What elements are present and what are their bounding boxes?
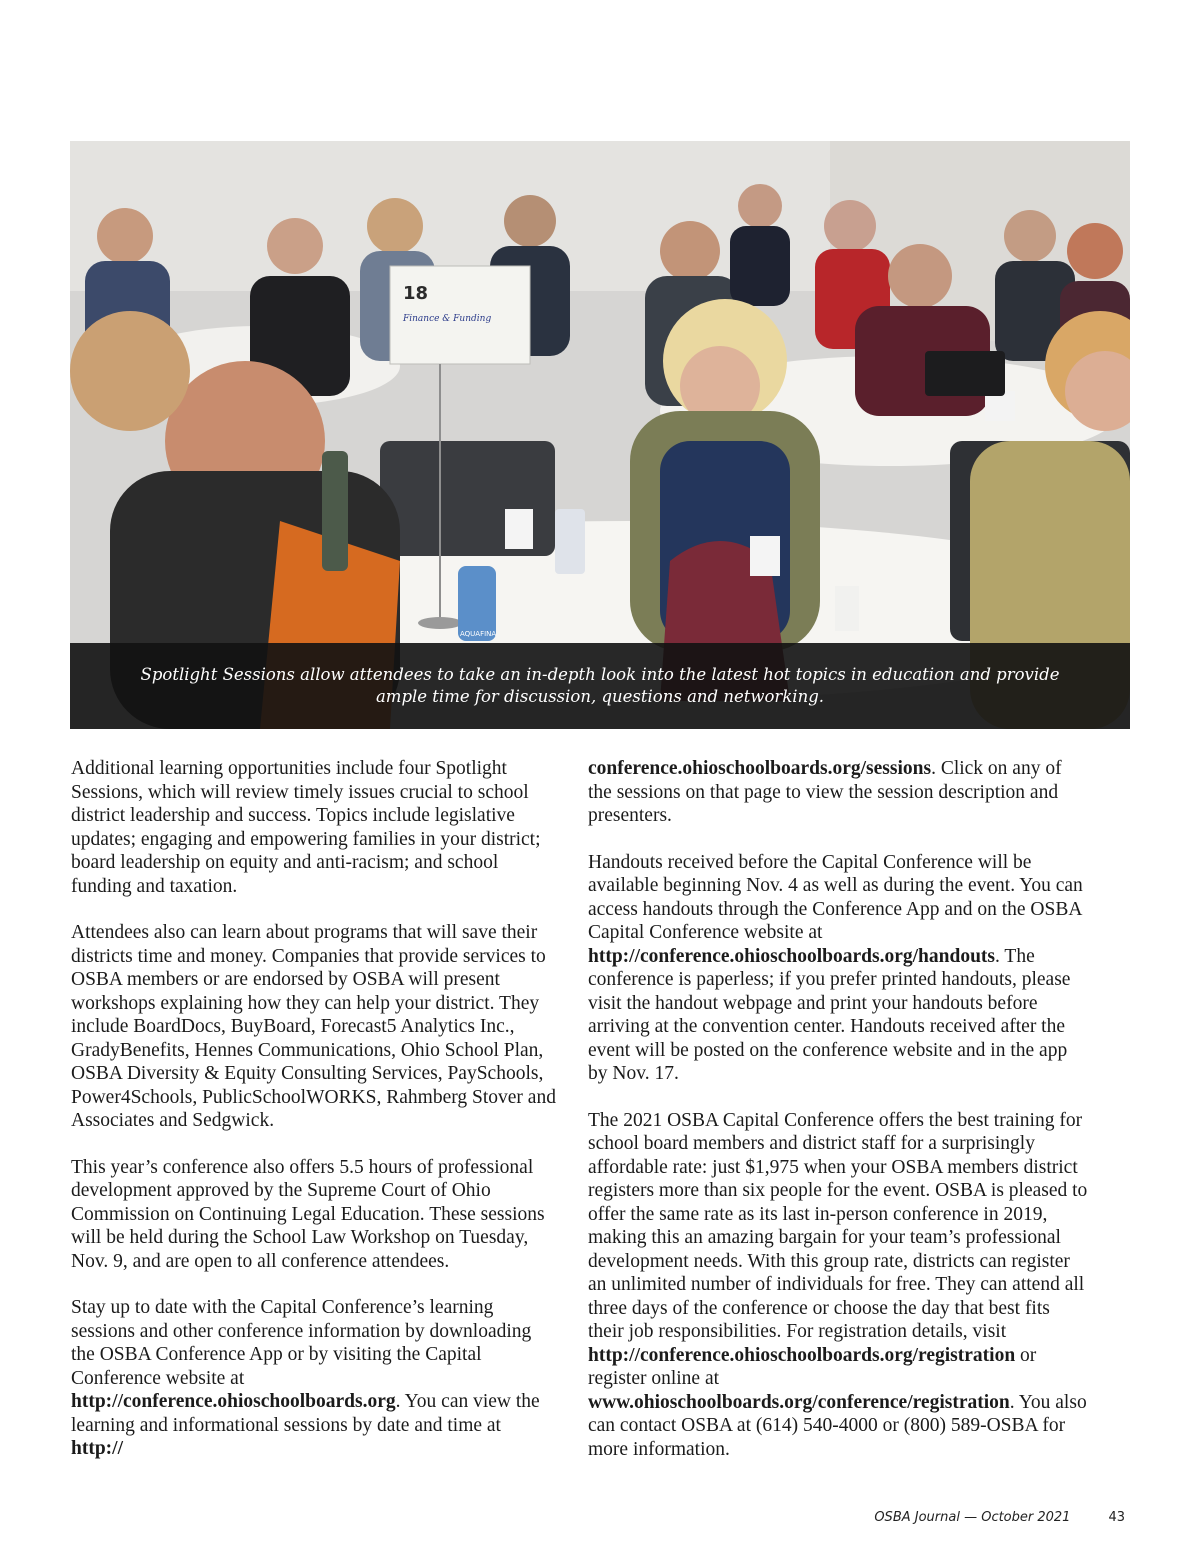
paragraph-text: Handouts received before the Capital Conference will be available beginning Nov. 4 as well as during the event. You can access handouts through the Conference App and on the OSBA Capital Conference website at (588, 851, 1083, 943)
paragraph-text: Stay up to date with the Capital Conference’s learning sessions and other conference information by downloading the OSBA Conference App or by visiting the Capital Conference website at (71, 1297, 532, 1389)
conference-photo-illustration (70, 141, 1130, 729)
paragraph-spotlight-sessions: Additional learning opportunities include four Spotlight Sessions, which will review timely issues crucial to school district leadership and success. Topics include legislative updates; engaging and empowering families in your district; board leadership on equity and anti-racism; and school funding and taxation. (71, 758, 541, 897)
paragraph-sessions-link (588, 757, 1088, 828)
registration-link[interactable]: http://conference.ohioschoolboards.org/registration (588, 1344, 1016, 1366)
paragraph-text: . The conference is paperless; if you prefer printed handouts, please visit the handout webpage and print your handouts before arriving at the convention center. Handouts received after the event will be posted on the conference website and in the app by Nov. 17. (588, 945, 1071, 1084)
paragraph-conference-app (71, 1296, 557, 1461)
paragraph-text: The 2021 OSBA Capital Conference offers the best training for school board members and district staff for a surprisingly affordable rate: just $1,975 when your OSBA members district registers more than six people for the event. OSBA is pleased to offer the same rate as its last in-person conference in 2019, making this an amazing bargain for your team’s professional development needs. With this group rate, districts can register an unlimited number of individuals for free. They can attend all three days of the conference or choose the day that best fits their job responsibilities. For registration details, visit (588, 1109, 1088, 1342)
paragraph-text: . You can view the learning and informational sessions by date and time at (71, 1391, 540, 1436)
paragraph-text: . Click on any of the sessions on that page to view the session description and presenters. (588, 758, 1062, 826)
paragraph-text: or register online at (588, 1344, 1037, 1389)
conference-photo (70, 141, 1130, 729)
bottle-label: AQUAFINA (460, 630, 497, 638)
paragraph-handouts (588, 851, 1088, 1086)
paragraph-workshops: Attendees also can learn about programs that will save their districts time and money. Companies that provide services to OSBA members or are endorsed by OSBA will present workshops explaining how they can help your district. They include BoardDocs, BuyBoard, Forecast5 Analytics Inc., GradyBenefits, Hennes Communications, Ohio School Plan, OSBA Diversity & Equity Consulting Services, PaySchools, Power4Schools, PublicSchoolWORKS, Rahmberg Stover and Associates and Sedgwick. (71, 922, 556, 1131)
sessions-link-start[interactable]: http:// (71, 1438, 124, 1459)
page-footer (874, 1510, 1125, 1525)
article-column-left (71, 757, 557, 1484)
article-column-right (588, 757, 1088, 1484)
table-card-topic: Finance & Funding (403, 314, 492, 324)
paragraph-text: . You also can contact OSBA at (614) 540-4000 or (800) 589-OSBA for more information. (588, 1391, 1087, 1460)
conference-website-link[interactable]: http://conference.ohioschoolboards.org (71, 1391, 396, 1412)
paragraph-cle-credits: This year’s conference also offers 5.5 hours of professional development approved by the Supreme Court of Ohio Commission on Continuing Legal Education. These sessions will be held during the School Law Workshop on Tuesday, Nov. 9, and are open to all conference attendees. (71, 1156, 545, 1272)
table-card-number: 18 (403, 283, 429, 304)
photo-caption-band (70, 643, 1130, 729)
handouts-link[interactable]: http://conference.ohioschoolboards.org/handouts (588, 945, 996, 967)
page-number: 43 (1108, 1510, 1125, 1525)
journal-name: OSBA Journal — October 2021 (874, 1510, 1071, 1525)
photo-caption: Spotlight Sessions allow attendees to take an in-depth look into the latest hot topics in education and provide ample time for discussion, questions and networking. (140, 665, 1060, 706)
online-registration-link[interactable]: www.ohioschoolboards.org/conference/registration (588, 1391, 1010, 1413)
sessions-link[interactable]: conference.ohioschoolboards.org/sessions (588, 758, 932, 779)
paragraph-registration (588, 1109, 1088, 1462)
